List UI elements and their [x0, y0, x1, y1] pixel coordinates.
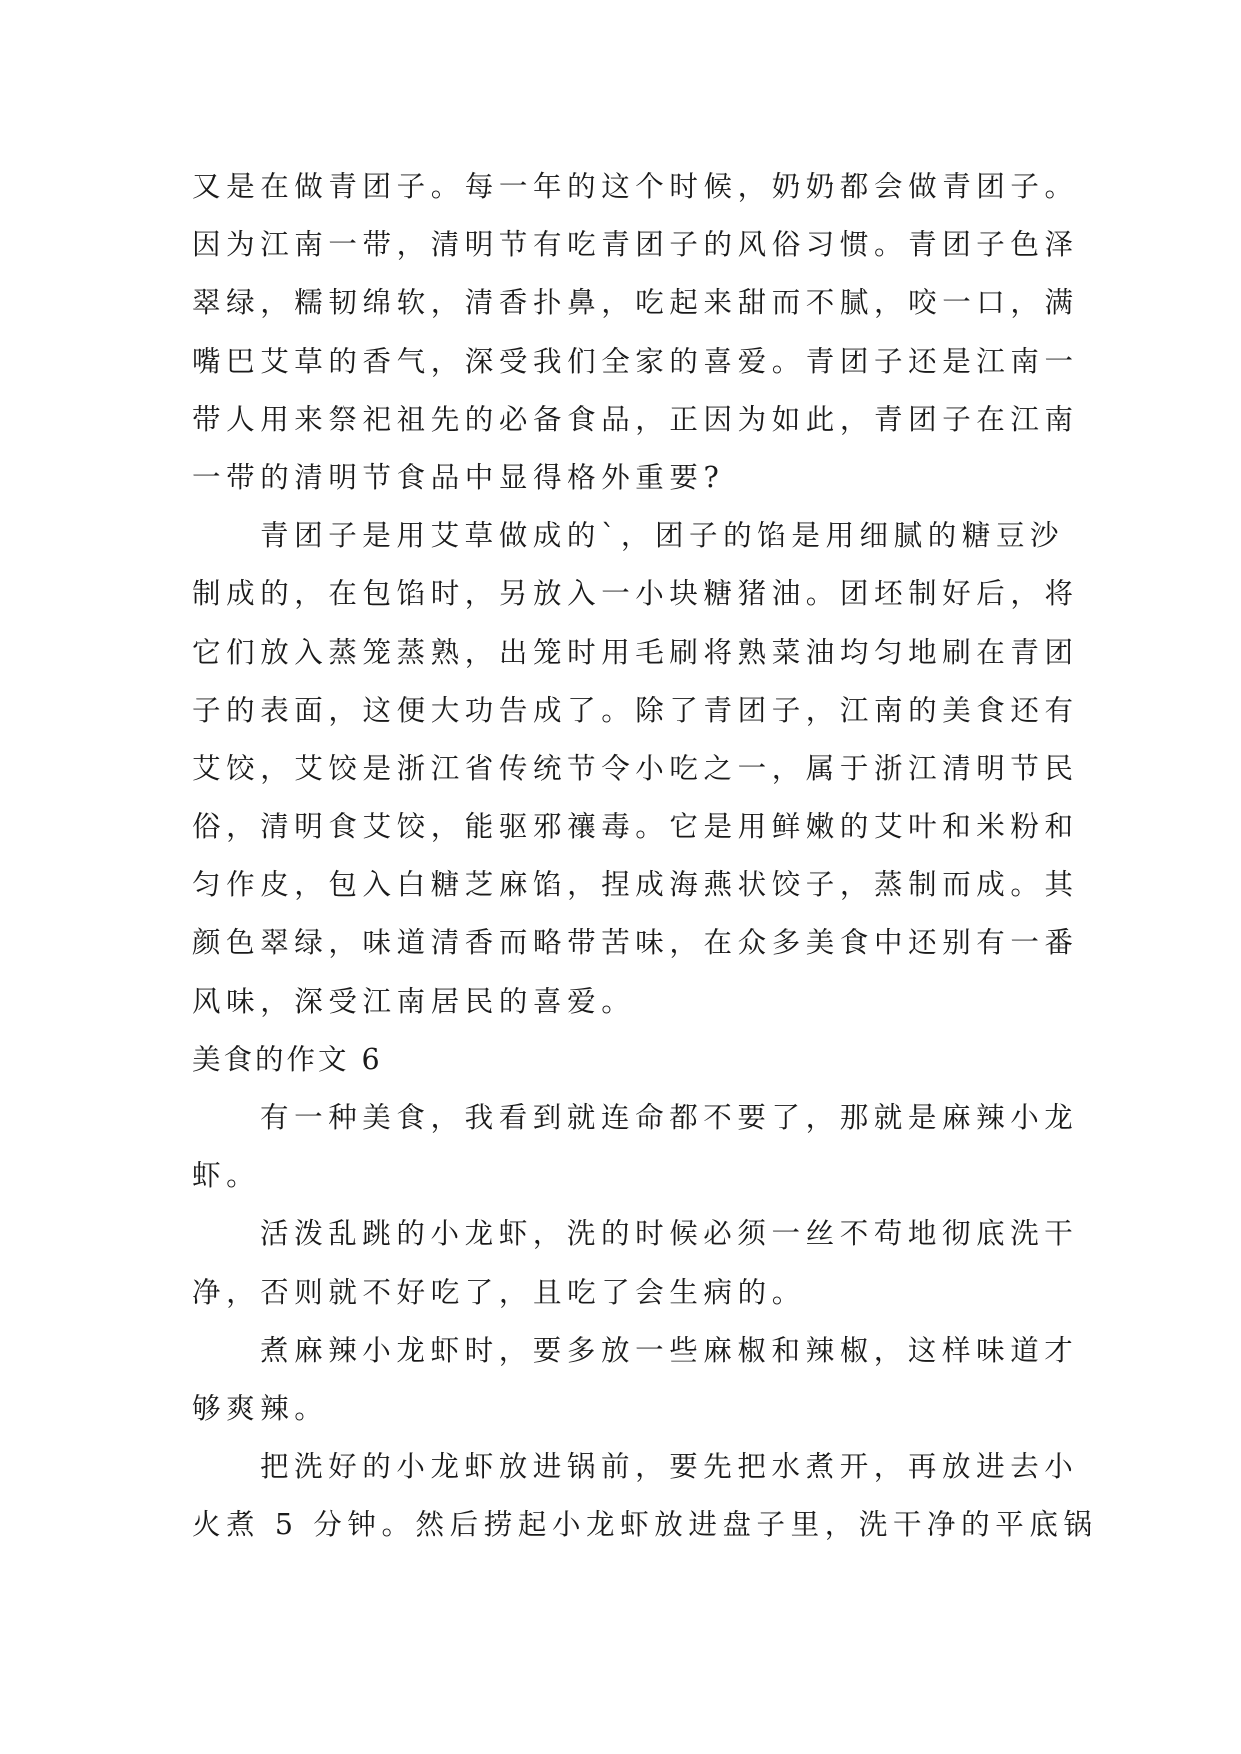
paragraph-line: 虾。 [192, 1159, 261, 1193]
paragraph-line: 青团子是用艾草做成的`，团子的馅是用细腻的糖豆沙 [260, 519, 1065, 553]
paragraph-line: 把洗好的小龙虾放进锅前，要先把水煮开，再放进去小 [260, 1450, 1079, 1484]
paragraph-line: 净，否则就不好吃了，且吃了会生病的。 [192, 1275, 806, 1309]
paragraph-line: 有一种美食，我看到就连命都不要了，那就是麻辣小龙 [260, 1101, 1079, 1134]
paragraph-line: 又是在做青团子。每一年的这个时候，奶奶都会做青团子。 [192, 170, 1079, 203]
section-heading: 美食的作文 6 [192, 1042, 383, 1076]
paragraph-line: 一带的清明节食品中显得格外重要? [192, 460, 725, 494]
paragraph-line: 子的表面，这便大功告成了。除了青团子，江南的美食还有 [192, 693, 1079, 727]
paragraph-line: 它们放入蒸笼蒸熟，出笼时用毛刷将熟菜油均匀地刷在青团 [192, 635, 1079, 669]
paragraph-line: 风味，深受江南居民的喜爱。 [192, 984, 636, 1018]
paragraph-line: 匀作皮，包入白糖芝麻馅，捏成海燕状饺子，蒸制而成。其 [192, 868, 1079, 902]
paragraph-line: 艾饺，艾饺是浙江省传统节令小吃之一，属于浙江清明节民 [192, 751, 1079, 785]
paragraph-line: 翠绿，糯韧绵软，清香扑鼻，吃起来甜而不腻，咬一口，满 [192, 286, 1079, 320]
paragraph-line: 因为江南一带，清明节有吃青团子的风俗习惯。青团子色泽 [192, 228, 1079, 262]
paragraph-line: 火煮 5 分钟。然后捞起小龙虾放进盘子里，洗干净的平底锅 [192, 1508, 1098, 1542]
paragraph-line: 制成的，在包馅时，另放入一小块糖猪油。团坯制好后，将 [192, 577, 1079, 611]
paragraph-line: 煮麻辣小龙虾时，要多放一些麻椒和辣椒，这样味道才 [260, 1333, 1079, 1367]
paragraph-line: 颜色翠绿，味道清香而略带苦味，在众多美食中还别有一番 [192, 926, 1079, 960]
paragraph-line: 俗，清明食艾饺，能驱邪禳毒。它是用鲜嫩的艾叶和米粉和 [192, 810, 1079, 844]
paragraph-line: 嘴巴艾草的香气，深受我们全家的喜爱。青团子还是江南一 [192, 344, 1079, 378]
document-body [192, 158, 1098, 1555]
paragraph-line: 带人用来祭祀祖先的必备食品，正因为如此，青团子在江南 [192, 402, 1079, 436]
paragraph-line: 够爽辣。 [192, 1391, 329, 1425]
paragraph-line: 活泼乱跳的小龙虾，洗的时候必须一丝不苟地彻底洗干 [260, 1217, 1079, 1251]
